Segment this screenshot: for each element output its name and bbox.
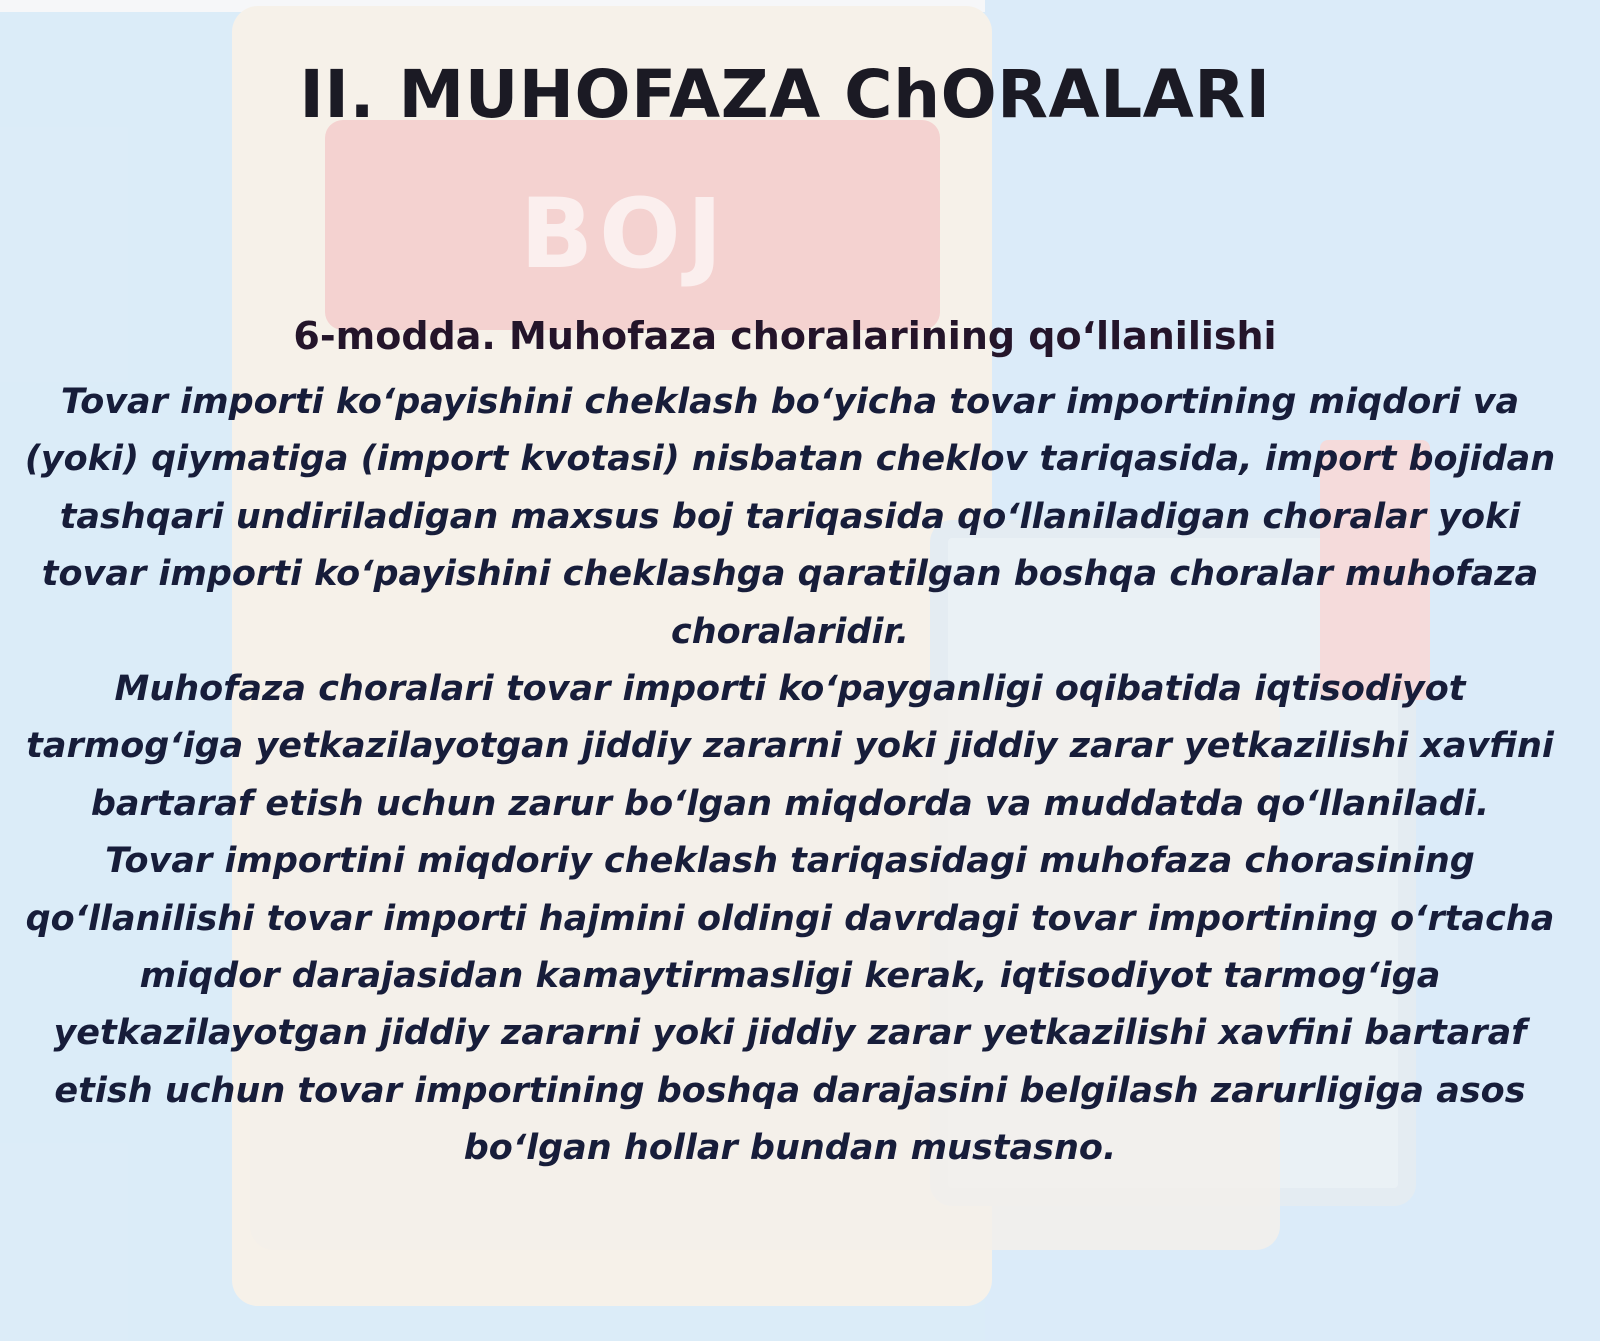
article-line: miqdor darajasidan kamaytirmasligi kerak, iqtisodiyot tarmog‘iga <box>139 956 1441 997</box>
article-heading: 6-modda. Muhofaza choralarining qo‘llanilishi <box>293 314 1277 358</box>
article-line: qo‘llanilishi tovar importi hajmini oldingi davrdagi tovar importining o‘rtacha <box>25 898 1555 939</box>
page-title: II. MUHOFAZA ChORALARI <box>299 56 1271 133</box>
article-line: (yoki) qiymatiga (import kvotasi) nisbatan cheklov tariqasida, import bojidan <box>24 439 1556 480</box>
article-body <box>10 374 1570 1178</box>
background-watermark: BOJ <box>520 178 729 290</box>
article-line: etish uchun tovar importining boshqa darajasini belgilash zarurligiga asos <box>54 1070 1526 1111</box>
article-line: choralaridir. <box>670 611 910 652</box>
article-line: Tovar importini miqdoriy cheklash tariqasidagi muhofaza chorasining <box>105 841 1475 882</box>
article-line: tarmog‘iga yetkazilayotgan jiddiy zararni yoki jiddiy zarar yetkazilishi xavfini <box>26 726 1554 767</box>
article-line: bartaraf etish uchun zarur bo‘lgan miqdorda va muddatda qo‘llaniladi. <box>90 783 1490 824</box>
article-line: bo‘lgan hollar bundan mustasno. <box>463 1128 1117 1169</box>
article-line: tashqari undiriladigan maxsus boj tariqasida qo‘llaniladigan choralar yoki <box>59 496 1521 537</box>
article-line: Muhofaza choralari tovar importi ko‘payganligi oqibatida iqtisodiyot <box>114 669 1466 710</box>
article-line: Tovar importi ko‘payishini cheklash bo‘yicha tovar importining miqdori va <box>60 382 1520 422</box>
article-line: tovar importi ko‘payishini cheklashga qaratilgan boshqa choralar muhofaza <box>41 554 1539 595</box>
article-line: yetkazilayotgan jiddiy zararni yoki jiddiy zarar yetkazilishi xavfini bartaraf <box>53 1013 1527 1054</box>
